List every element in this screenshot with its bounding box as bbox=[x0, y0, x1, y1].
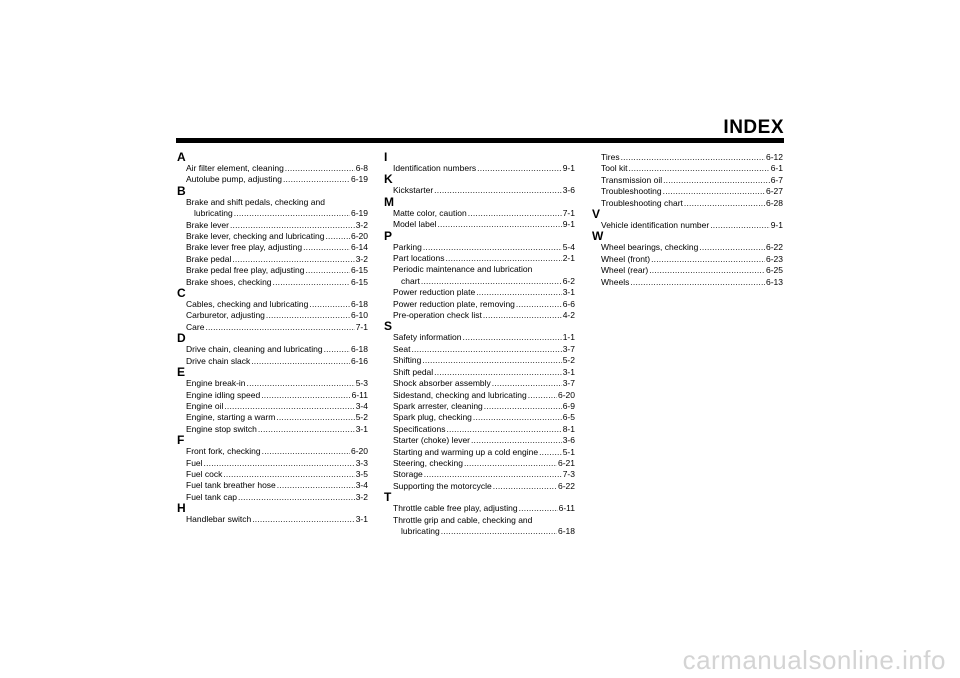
index-entry-page: 6-14 bbox=[350, 242, 368, 253]
index-entry-page: 7-3 bbox=[562, 469, 575, 480]
index-entry-label: Brake lever bbox=[186, 219, 229, 230]
index-entry-page: 6-18 bbox=[350, 299, 368, 310]
index-entry-label: Identification numbers bbox=[393, 163, 477, 173]
index-entry-label: Matte color, caution bbox=[393, 207, 467, 218]
index-entry-label: Part locations bbox=[393, 253, 445, 264]
dot-leader bbox=[684, 198, 765, 209]
dot-leader bbox=[223, 469, 354, 480]
section-letter: H bbox=[177, 501, 186, 516]
index-entry-page: 6-6 bbox=[562, 298, 575, 309]
index-entry bbox=[393, 219, 575, 230]
dot-leader bbox=[285, 163, 355, 174]
index-entry bbox=[186, 163, 368, 174]
index-entry bbox=[186, 458, 368, 469]
index-entry-page: 6-18 bbox=[350, 344, 368, 355]
dot-leader bbox=[630, 277, 765, 288]
index-entry bbox=[186, 277, 368, 288]
index-entry-label: Front fork, checking bbox=[186, 446, 261, 457]
index-entry-page: 3-1 bbox=[562, 287, 575, 298]
index-entry bbox=[186, 254, 368, 265]
index-entry-label: Pre-operation check list bbox=[393, 310, 482, 321]
dot-leader bbox=[303, 242, 350, 253]
dot-leader bbox=[493, 481, 557, 492]
dot-leader bbox=[663, 186, 765, 197]
index-entry-label: Drive chain slack bbox=[186, 355, 251, 366]
index-entry bbox=[186, 299, 368, 310]
index-entry-page: 6-12 bbox=[765, 152, 783, 162]
dot-leader bbox=[230, 220, 355, 231]
dot-leader bbox=[471, 435, 562, 446]
index-entry-label: Engine break-in bbox=[186, 378, 246, 389]
index-entry bbox=[186, 514, 368, 525]
index-entry bbox=[186, 469, 368, 480]
index-entry-page: 3-2 bbox=[355, 253, 368, 264]
index-entry-label: Cables, checking and lubricating bbox=[186, 299, 309, 310]
index-entry bbox=[186, 208, 368, 219]
dot-leader bbox=[276, 412, 354, 423]
index-entry-page: 6-28 bbox=[765, 197, 783, 208]
index-entry-label: Shock absorber assembly bbox=[393, 378, 491, 389]
dot-leader bbox=[251, 356, 350, 367]
index-entry-label: Handlebar switch bbox=[186, 514, 252, 525]
index-entry-page: 3-7 bbox=[562, 343, 575, 354]
index-entry-label: Wheel bearings, checking bbox=[601, 242, 699, 253]
dot-leader bbox=[204, 458, 355, 469]
index-entry bbox=[393, 355, 575, 366]
dot-leader bbox=[434, 185, 562, 196]
index-entry-label: Air filter element, cleaning bbox=[186, 163, 284, 173]
index-entry-label: Brake pedal free play, adjusting bbox=[186, 265, 305, 276]
index-entry bbox=[393, 253, 575, 264]
section-letter: T bbox=[384, 490, 392, 505]
index-entry-label: Spark plug, checking bbox=[393, 412, 472, 423]
index-entry bbox=[393, 481, 575, 492]
dot-leader bbox=[324, 344, 350, 355]
index-entry bbox=[186, 344, 368, 355]
index-entry-label: Seat bbox=[393, 343, 411, 354]
index-entry-page: 6-15 bbox=[350, 276, 368, 287]
dot-leader bbox=[277, 480, 355, 491]
index-entry-page: 6-13 bbox=[765, 276, 783, 287]
index-entry bbox=[393, 242, 575, 253]
index-entry-page: 5-3 bbox=[355, 378, 368, 389]
section-letter: I bbox=[384, 150, 388, 164]
index-entry bbox=[186, 231, 368, 242]
index-entry-label: Safety information bbox=[393, 332, 462, 343]
index-entry bbox=[393, 526, 575, 537]
page-title: INDEX bbox=[723, 117, 784, 138]
dot-leader bbox=[305, 265, 350, 276]
dot-leader bbox=[476, 287, 561, 298]
index-entry-page: 6-2 bbox=[562, 275, 575, 286]
dot-leader bbox=[484, 401, 562, 412]
index-entry-label: Tool kit bbox=[601, 163, 628, 174]
index-entry bbox=[393, 367, 575, 378]
index-entry-label: Shift pedal bbox=[393, 366, 434, 377]
section-letter: F bbox=[177, 433, 185, 448]
index-entry-label: Carburetor, adjusting bbox=[186, 310, 265, 321]
index-entry bbox=[186, 446, 368, 457]
dot-leader bbox=[446, 424, 561, 435]
index-entry-page: 3-1 bbox=[355, 423, 368, 434]
index-entry bbox=[186, 242, 368, 253]
index-entry-label: Steering, checking bbox=[393, 457, 463, 468]
index-entry-label: Engine stop switch bbox=[186, 423, 257, 434]
index-entry bbox=[393, 435, 575, 446]
dot-leader bbox=[423, 242, 562, 253]
index-entry-page: 3-1 bbox=[355, 514, 368, 525]
index-entry bbox=[393, 378, 575, 389]
index-entry-label: Brake shoes, checking bbox=[186, 276, 272, 287]
index-entry-page: 6-19 bbox=[350, 174, 368, 185]
index-entry-page: 6-22 bbox=[765, 242, 783, 253]
index-entry bbox=[186, 174, 368, 185]
index-entry bbox=[186, 220, 368, 231]
index-entry-page: 6-27 bbox=[765, 186, 783, 197]
index-entry-text: Periodic maintenance and lubrication bbox=[393, 264, 533, 275]
index-entry bbox=[601, 220, 783, 231]
dot-leader bbox=[234, 208, 350, 219]
index-entry-label: Transmission oil bbox=[601, 174, 663, 185]
index-entry bbox=[393, 163, 575, 174]
index-entry bbox=[393, 390, 575, 401]
index-entry bbox=[186, 322, 368, 333]
dot-leader bbox=[473, 412, 562, 423]
index-entry-page: 9-1 bbox=[562, 219, 575, 230]
index-entry bbox=[186, 480, 368, 491]
index-entry-page: 6-16 bbox=[350, 355, 368, 366]
index-entry-page: 3-2 bbox=[355, 491, 368, 502]
dot-leader bbox=[539, 447, 562, 458]
index-entry bbox=[393, 447, 575, 458]
index-entry-page: 6-8 bbox=[355, 163, 368, 173]
index-entry bbox=[186, 401, 368, 412]
dot-leader bbox=[477, 163, 562, 174]
index-entry bbox=[393, 185, 575, 196]
dot-leader bbox=[492, 378, 562, 389]
index-entry-page: 6-11 bbox=[351, 389, 368, 400]
index-entry bbox=[393, 208, 575, 219]
index-entry-page: 3-7 bbox=[562, 378, 575, 389]
index-entry-label: chart bbox=[401, 275, 420, 286]
index-entry-page: 6-20 bbox=[350, 446, 368, 457]
index-entry-label: Fuel cock bbox=[186, 468, 223, 479]
dot-leader bbox=[266, 310, 350, 321]
dot-leader bbox=[628, 163, 769, 174]
index-entry bbox=[393, 299, 575, 310]
index-entry-page: 6-5 bbox=[562, 412, 575, 423]
index-entry bbox=[186, 390, 368, 401]
index-entry-label: Starter (choke) lever bbox=[393, 435, 470, 446]
index-entry-page: 6-9 bbox=[562, 400, 575, 411]
index-entry-page: 1-1 bbox=[562, 332, 575, 343]
dot-leader bbox=[434, 367, 562, 378]
index-entry-page: 9-1 bbox=[770, 220, 783, 231]
index-column-2 bbox=[385, 152, 575, 537]
dot-leader bbox=[437, 219, 561, 230]
index-entry-label: Vehicle identification number bbox=[601, 220, 710, 231]
index-entry bbox=[393, 412, 575, 423]
index-entry-label: Wheels bbox=[601, 276, 630, 287]
section-letter: A bbox=[177, 150, 186, 164]
dot-leader bbox=[483, 310, 562, 321]
index-entry-label: Wheel (front) bbox=[601, 253, 651, 264]
index-entry-page: 4-2 bbox=[562, 310, 575, 321]
title-rule bbox=[176, 138, 784, 143]
index-entry bbox=[186, 378, 368, 389]
section-letter: E bbox=[177, 365, 186, 380]
index-entry-page: 6-7 bbox=[770, 174, 783, 185]
dot-leader bbox=[273, 277, 350, 288]
index-entry bbox=[186, 492, 368, 503]
index-entry-label: Brake lever, checking and lubricating bbox=[186, 231, 325, 242]
index-entry-label: Parking bbox=[393, 241, 422, 252]
dot-leader bbox=[463, 332, 562, 343]
index-entry-page: 3-4 bbox=[355, 400, 368, 411]
index-entry-page: 5-2 bbox=[355, 412, 368, 423]
dot-leader bbox=[261, 390, 350, 401]
index-entry-page: 6-25 bbox=[765, 265, 783, 276]
index-entry-label: Sidestand, checking and lubricating bbox=[393, 389, 527, 400]
index-entry-label: Throttle cable free play, adjusting bbox=[393, 503, 518, 514]
index-entry bbox=[186, 310, 368, 321]
dot-leader bbox=[252, 514, 355, 525]
dot-leader bbox=[258, 424, 355, 435]
index-entry-page: 6-23 bbox=[765, 253, 783, 264]
index-entry-page: 9-1 bbox=[562, 163, 575, 173]
index-entry-page: 6-1 bbox=[770, 163, 783, 174]
dot-leader bbox=[468, 208, 562, 219]
index-entry-label: Power reduction plate bbox=[393, 287, 476, 298]
index-entry-label: Brake lever free play, adjusting bbox=[186, 242, 303, 253]
index-entry-label: lubricating bbox=[401, 525, 440, 536]
index-entry-label: lubricating bbox=[194, 208, 233, 219]
index-entry bbox=[601, 254, 783, 265]
index-entry-label: Engine, starting a warm bbox=[186, 412, 276, 423]
index-entry-page: 7-1 bbox=[562, 207, 575, 218]
index-entry-text: Brake and shift pedals, checking and bbox=[186, 196, 325, 207]
dot-leader bbox=[262, 446, 350, 457]
dot-leader bbox=[224, 401, 354, 412]
dot-leader bbox=[412, 344, 562, 355]
dot-leader bbox=[651, 254, 765, 265]
dot-leader bbox=[424, 469, 562, 480]
index-entry-page: 5-4 bbox=[562, 241, 575, 252]
section-letter: K bbox=[384, 172, 393, 187]
index-entry bbox=[601, 186, 783, 197]
index-entry-page: 6-10 bbox=[350, 310, 368, 321]
dot-leader bbox=[421, 276, 562, 287]
dot-leader bbox=[325, 231, 350, 242]
index-entry-label: Power reduction plate, removing bbox=[393, 298, 515, 309]
dot-leader bbox=[710, 220, 769, 231]
index-entry-page: 3-6 bbox=[562, 435, 575, 446]
index-entry-page: 7-1 bbox=[355, 321, 368, 332]
dot-leader bbox=[464, 458, 557, 469]
index-entry bbox=[186, 412, 368, 423]
index-entry bbox=[186, 265, 368, 276]
index-entry bbox=[393, 503, 575, 514]
index-entry bbox=[601, 242, 783, 253]
index-column-3 bbox=[593, 152, 783, 288]
index-entry bbox=[393, 424, 575, 435]
index-entry bbox=[393, 458, 575, 469]
index-entry bbox=[393, 469, 575, 480]
index-entry-page: 6-19 bbox=[350, 208, 368, 219]
dot-leader bbox=[238, 492, 355, 503]
index-entry-page: 6-15 bbox=[350, 265, 368, 276]
dot-leader bbox=[232, 254, 354, 265]
index-entry bbox=[601, 277, 783, 288]
index-entry-page: 6-18 bbox=[557, 525, 575, 536]
section-letter: M bbox=[384, 194, 394, 209]
section-letter: D bbox=[177, 331, 186, 346]
index-entry-label: Starting and warming up a cold engine bbox=[393, 446, 539, 457]
index-entry-label: Fuel tank breather hose bbox=[186, 480, 276, 491]
dot-leader bbox=[699, 242, 765, 253]
index-entry-label: Care bbox=[186, 321, 205, 332]
index-entry-text: Throttle grip and cable, checking and bbox=[393, 514, 533, 525]
dot-leader bbox=[441, 526, 557, 537]
index-entry bbox=[601, 163, 783, 174]
dot-leader bbox=[516, 299, 562, 310]
index-entry-page: 3-3 bbox=[355, 457, 368, 468]
section-letter: P bbox=[384, 228, 393, 243]
index-entry-label: Specifications bbox=[393, 423, 446, 434]
index-entry-page: 6-20 bbox=[350, 231, 368, 242]
index-entry bbox=[393, 287, 575, 298]
index-entry-page: 6-22 bbox=[557, 480, 575, 491]
dot-leader bbox=[528, 390, 557, 401]
index-entry-label: Fuel bbox=[186, 457, 203, 468]
index-entry-page: 2-1 bbox=[562, 253, 575, 264]
index-entry-page: 3-6 bbox=[562, 185, 575, 196]
index-entry bbox=[601, 198, 783, 209]
index-entry-label: Autolube pump, adjusting bbox=[186, 174, 282, 185]
index-entry bbox=[393, 276, 575, 287]
index-entry-label: Model label bbox=[393, 219, 437, 230]
index-entry-label: Spark arrester, cleaning bbox=[393, 400, 483, 411]
index-entry bbox=[393, 332, 575, 343]
index-entry-label: Engine oil bbox=[186, 400, 224, 411]
dot-leader bbox=[519, 503, 558, 514]
index-entry-label: Engine idling speed bbox=[186, 389, 261, 400]
index-entry-page: 5-2 bbox=[562, 355, 575, 366]
index-entry-label: Storage bbox=[393, 469, 423, 480]
index-entry bbox=[393, 401, 575, 412]
index-entry bbox=[393, 310, 575, 321]
index-entry-label: Brake pedal bbox=[186, 253, 232, 264]
index-entry-label: Troubleshooting chart bbox=[601, 197, 683, 208]
section-letter: S bbox=[384, 319, 393, 334]
index-column-1 bbox=[178, 152, 368, 526]
index-entry bbox=[393, 344, 575, 355]
index-entry bbox=[601, 265, 783, 276]
index-entry-page: 8-1 bbox=[562, 423, 575, 434]
dot-leader bbox=[446, 253, 562, 264]
dot-leader bbox=[247, 378, 355, 389]
index-entry-label: Wheel (rear) bbox=[601, 265, 649, 276]
index-entry bbox=[186, 424, 368, 435]
section-letter: C bbox=[177, 286, 186, 301]
index-entry-page: 3-5 bbox=[355, 468, 368, 479]
index-entry-page: 3-4 bbox=[355, 480, 368, 491]
dot-leader bbox=[649, 265, 765, 276]
index-entry-page: 6-21 bbox=[557, 457, 575, 468]
index-entry-page: 5-1 bbox=[562, 446, 575, 457]
dot-leader bbox=[663, 175, 770, 186]
index-entry-label: Drive chain, cleaning and lubricating bbox=[186, 344, 323, 355]
index-entry-page: 6-20 bbox=[557, 389, 575, 400]
index-entry-page: 6-11 bbox=[558, 503, 575, 514]
index-entry bbox=[186, 356, 368, 367]
index-entry-label: Supporting the motorcycle bbox=[393, 480, 492, 491]
index-entry-label: Tires bbox=[601, 152, 620, 162]
index-entry-page: 3-2 bbox=[355, 219, 368, 230]
dot-leader bbox=[283, 174, 350, 185]
section-letter: V bbox=[592, 207, 601, 222]
index-entry-label: Kickstarter bbox=[393, 185, 434, 196]
index-entry-label: Fuel tank cap bbox=[186, 491, 238, 502]
dot-leader bbox=[309, 299, 350, 310]
index-entry-page: 3-1 bbox=[562, 366, 575, 377]
dot-leader bbox=[422, 355, 561, 366]
watermark: carmanualsonline.info bbox=[682, 645, 946, 675]
dot-leader bbox=[621, 152, 765, 163]
index-entry bbox=[601, 175, 783, 186]
index-entry bbox=[601, 152, 783, 163]
section-letter: B bbox=[177, 183, 186, 198]
index-entry-label: Shifting bbox=[393, 355, 422, 366]
dot-leader bbox=[205, 322, 354, 333]
index-entry-label: Troubleshooting bbox=[601, 186, 662, 197]
section-letter: W bbox=[592, 229, 604, 244]
